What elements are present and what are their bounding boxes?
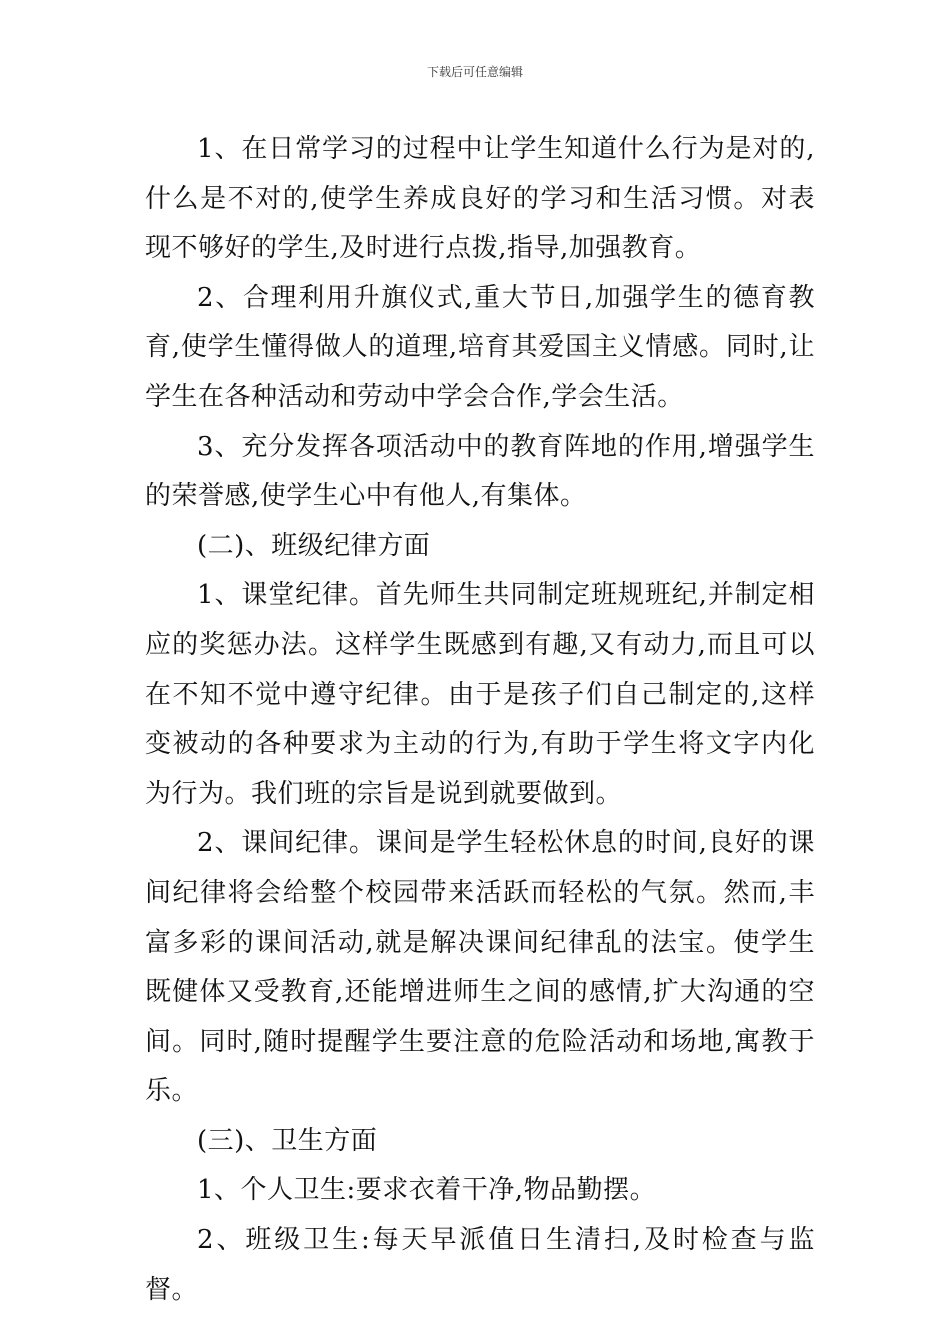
section-heading-discipline: (二)、班级纪律方面 xyxy=(197,530,431,561)
paragraph-moral-2: 2、合理利用升旗仪式,重大节日,加强学生的德育教育,使学生懂得做人的道理,培育其爱国主义情感。同时,让学生在各种活动和劳动中学会合作,学会生活。 xyxy=(145,282,815,412)
section-heading-hygiene: (三)、卫生方面 xyxy=(197,1125,378,1156)
paragraph-moral-1: 1、在日常学习的过程中让学生知道什么行为是对的,什么是不对的,使学生养成良好的学习和生活习惯。对表现不够好的学生,及时进行点拨,指导,加强教育。 xyxy=(145,134,815,264)
page-header: 下载后可任意编辑 xyxy=(426,65,523,79)
paragraph-hygiene-2: 2、班级卫生:每天早派值日生清扫,及时检查与监督。 xyxy=(145,1225,815,1305)
paragraph-hygiene-1: 1、个人卫生:要求衣着干净,物品勤摆。 xyxy=(197,1175,657,1206)
paragraph-discipline-2: 2、课间纪律。课间是学生轻松休息的时间,良好的课间纪律将会给整个校园带来活跃而轻松的气氛。然而,丰富多彩的课间活动,就是解决课间纪律乱的法宝。使学生既健体又受教育,还能增进师生之间的感情,扩大沟通的空间。同时,随时提醒学生要注意的危险活动和场地,寓教于乐。 xyxy=(145,828,815,1107)
document-body xyxy=(145,125,815,1315)
paragraph-discipline-1: 1、课堂纪律。首先师生共同制定班规班纪,并制定相应的奖惩办法。这样学生既感到有趣,又有动力,而且可以在不知不觉中遵守纪律。由于是孩子们自己制定的,这样变被动的各种要求为主动的行为,有助于学生将文字内化为行为。我们班的宗旨是说到就要做到。 xyxy=(145,580,815,809)
paragraph-moral-3: 3、充分发挥各项活动中的教育阵地的作用,增强学生的荣誉感,使学生心中有他人,有集体。 xyxy=(145,431,815,512)
